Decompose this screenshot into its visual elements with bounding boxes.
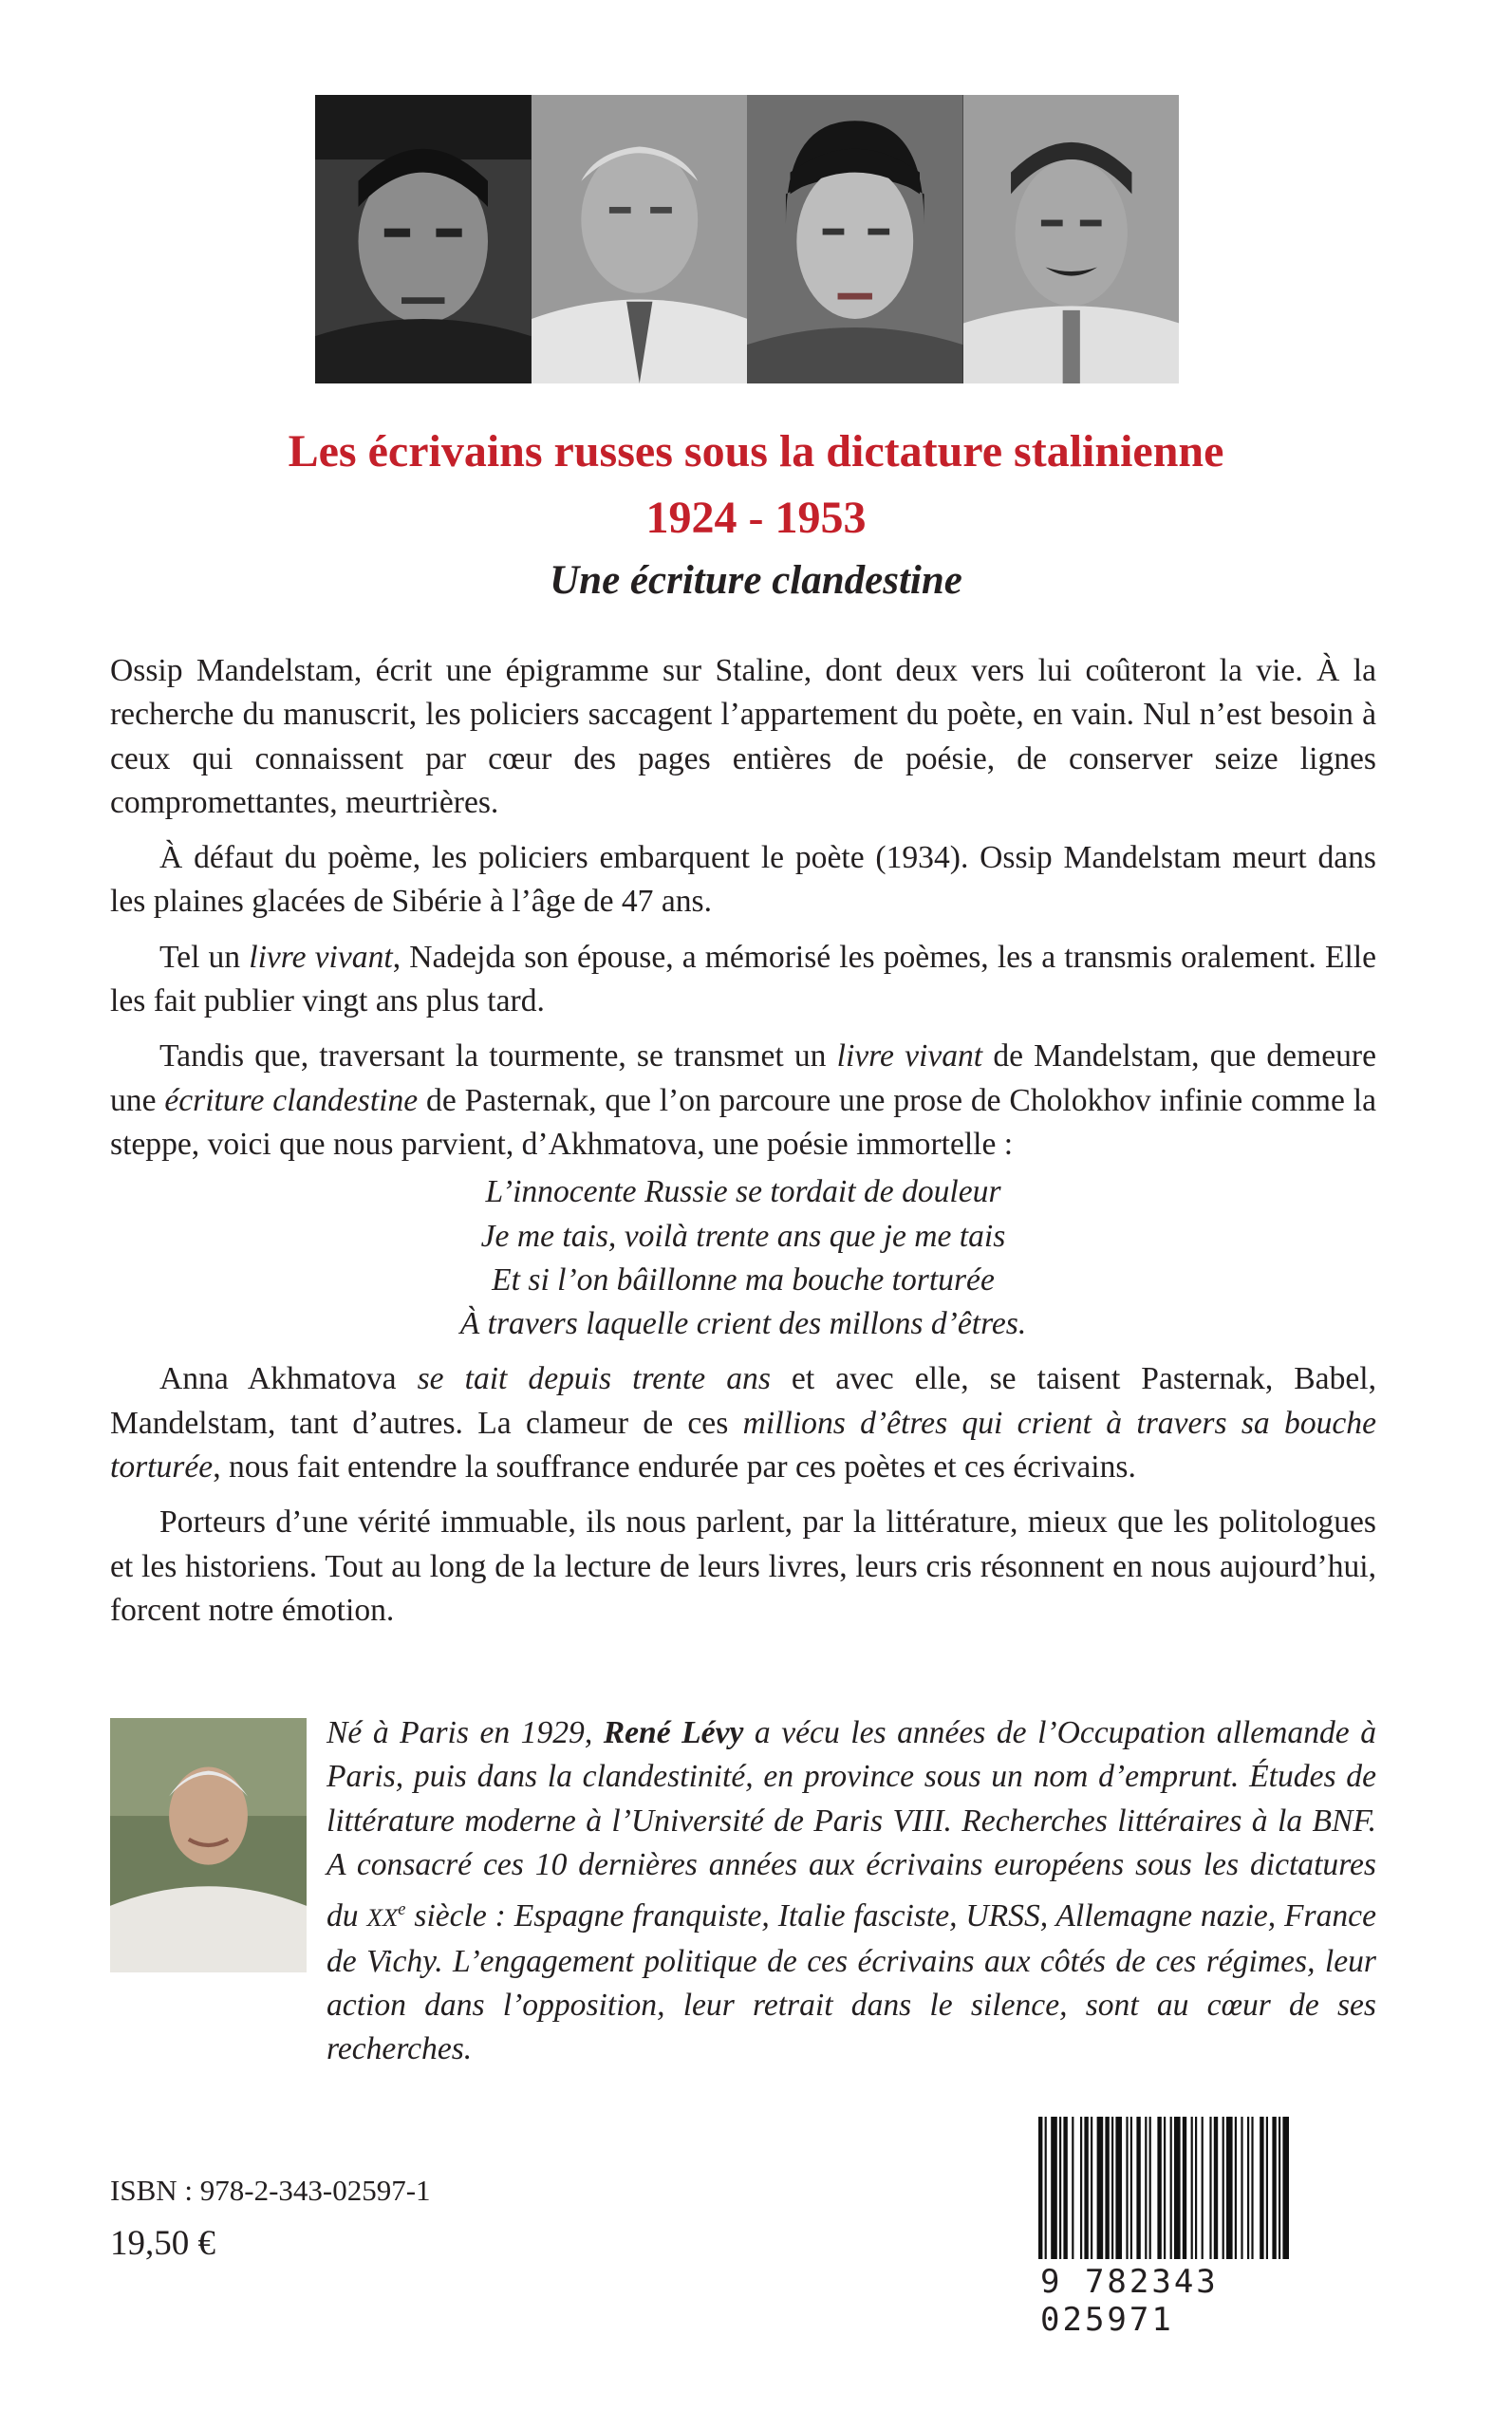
poem-line: L’innocente Russie se tordait de douleur (485, 1174, 1001, 1210)
barcode-bar (1115, 2117, 1122, 2259)
barcode-bar (1170, 2117, 1172, 2259)
text-run: Né à Paris en 1929, (327, 1715, 604, 1750)
barcode-bar (1045, 2117, 1047, 2259)
barcode-bar (1241, 2117, 1242, 2259)
blurb-paragraph: Ossip Mandelstam, écrit une épigramme sur Staline, dont deux vers lui coûteront la vie. À la recherche du manuscrit, les policiers saccagent l’appartement du poète, en vain. Nul n’est besoin à ceux qui connaissent par cœur des pages entières de poésie, de conserver seize lignes compromettantes, meurtrières. (110, 653, 1376, 820)
barcode-bar (1136, 2117, 1140, 2259)
blurb-paragraph (110, 936, 1376, 1024)
portrait-4 (963, 95, 1180, 383)
poem (110, 1170, 1376, 1346)
blurb-paragraph (110, 1035, 1376, 1167)
barcode-bar (1051, 2117, 1057, 2259)
barcode-bar (1282, 2117, 1289, 2259)
barcode-bar (1105, 2117, 1109, 2259)
poem-line: Je me tais, voilà trente ans que je me tais (480, 1218, 1006, 1254)
text-run: Tandis que, traversant la tourmente, se transmet un (159, 1038, 837, 1074)
text-run: Anna Akhmatova (159, 1361, 418, 1397)
barcode-bar (1251, 2117, 1253, 2259)
price: 19,50 € (110, 2224, 215, 2263)
barcode-bar (1111, 2117, 1113, 2259)
barcode-bar (1247, 2117, 1249, 2259)
barcode-bar (1149, 2117, 1151, 2259)
barcode-bar (1183, 2117, 1186, 2259)
text-run: , Nadejda son épouse, a mémorisé les poèmes, les a transmis oralement. Elle les fait publier vingt ans plus tard. (110, 939, 1377, 1019)
book-title: Les écrivains russes sous la dictature stalinienne (288, 426, 1224, 476)
text-run: , nous fait entendre la souffrance endurée par ces poètes et ces écrivains. (213, 1449, 1136, 1485)
barcode-bar (1226, 2117, 1233, 2259)
barcode-bar (1038, 2117, 1042, 2259)
barcode-bar (1097, 2117, 1104, 2259)
barcode-bar (1157, 2117, 1161, 2259)
portrait-2 (532, 95, 748, 383)
text-run-italic: millions d’êtres qui crient à travers sa bouche torturée (110, 1405, 1376, 1485)
barcode-bar (1202, 2117, 1204, 2259)
blurb (110, 649, 1376, 1644)
text-run-italic: écriture clandestine (164, 1082, 419, 1118)
blurb-paragraph (110, 1357, 1376, 1489)
barcode-bar (1059, 2117, 1061, 2259)
barcode-bar (1174, 2117, 1181, 2259)
text-run: siècle : Espagne franquiste, Italie fasciste, URSS, Allemagne nazie, France de Vichy. L’engagement politique de ces écrivains aux côtés de ces régimes, leur action dans l’opposition, leur retrait dans le silence, sont au cœur de ses recherches. (327, 1898, 1376, 2067)
author-name: René Lévy (603, 1715, 744, 1750)
century: XX (366, 1903, 399, 1933)
barcode-bar (1195, 2117, 1197, 2259)
century-sup: e (398, 1899, 406, 1919)
barcode-bar (1145, 2117, 1147, 2259)
author-bio (327, 1711, 1376, 2072)
book-years: 1924 - 1953 (645, 493, 867, 543)
barcode-bar (1072, 2117, 1073, 2259)
text-run-italic: livre vivant (249, 939, 393, 975)
barcode-bar (1214, 2117, 1218, 2259)
text-run: de Mandelstam, que demeure une (110, 1038, 1376, 1118)
barcode-bar (1063, 2117, 1067, 2259)
text-run-italic: se tait depuis trente ans (417, 1361, 771, 1397)
barcode-bar (1279, 2117, 1280, 2259)
barcode-bar (1191, 2117, 1193, 2259)
portrait-1 (315, 95, 532, 383)
text-run: et avec elle, se taisent Pasternak, Babel, Mandelstam, tant d’autres. La clameur de ces (110, 1361, 1376, 1441)
text-run: de Pasternak, que l’on parcoure une prose de Cholokhov infinie comme la steppe, voici que nous parvient, d’Akhmatova, une poésie immortelle : (110, 1082, 1376, 1162)
barcode-bar (1164, 2117, 1166, 2259)
blurb-paragraph: À défaut du poème, les policiers embarquent le poète (1934). Ossip Mandelstam meurt dans les plaines glacées de Sibérie à l’âge de 47 ans. (110, 840, 1376, 920)
barcode-bar (1209, 2117, 1211, 2259)
barcode-bar (1084, 2117, 1088, 2259)
barcode-bar (1126, 2117, 1128, 2259)
isbn: ISBN : 978-2-343-02597-1 (110, 2174, 431, 2207)
text-run: a vécu les années de l’Occupation allemande à Paris, puis dans la clandestinité, en province sous un nom d’emprunt. Études de littérature moderne à l’Université de Paris VIII. Recherches littéraires à la BNF. A consacré ces 10 dernières années aux écrivains européens sous les dictatures du (327, 1715, 1376, 1934)
blurb-paragraph: Porteurs d’une vérité immuable, ils nous parlent, par la littérature, mieux que les politologues et les historiens. Tout au long de la lecture de leurs livres, leurs cris résonnent en nous aujourd’hui, forcent notre émotion. (110, 1504, 1376, 1628)
text-run-italic: livre vivant (836, 1038, 983, 1074)
portrait-3 (747, 95, 963, 383)
barcode-bar (1235, 2117, 1237, 2259)
text-run: Tel un (159, 939, 250, 975)
barcode-bar (1260, 2117, 1263, 2259)
barcode-bar (1080, 2117, 1082, 2259)
book-subtitle: Une écriture clandestine (550, 558, 962, 603)
barcode-bar (1266, 2117, 1268, 2259)
barcode-bar (1272, 2117, 1276, 2259)
portrait-strip (315, 95, 1179, 383)
barcode-bar (1091, 2117, 1092, 2259)
poem-line: Et si l’on bâillonne ma bouche torturée (492, 1261, 995, 1298)
poem-line: À travers laquelle crient des millons d’êtres. (459, 1306, 1027, 1342)
author-photo (110, 1718, 307, 1972)
barcode-digits: 9 782343 025971 (1040, 2263, 1219, 2339)
barcode-bar (1223, 2117, 1224, 2259)
barcode-bar (1130, 2117, 1132, 2259)
